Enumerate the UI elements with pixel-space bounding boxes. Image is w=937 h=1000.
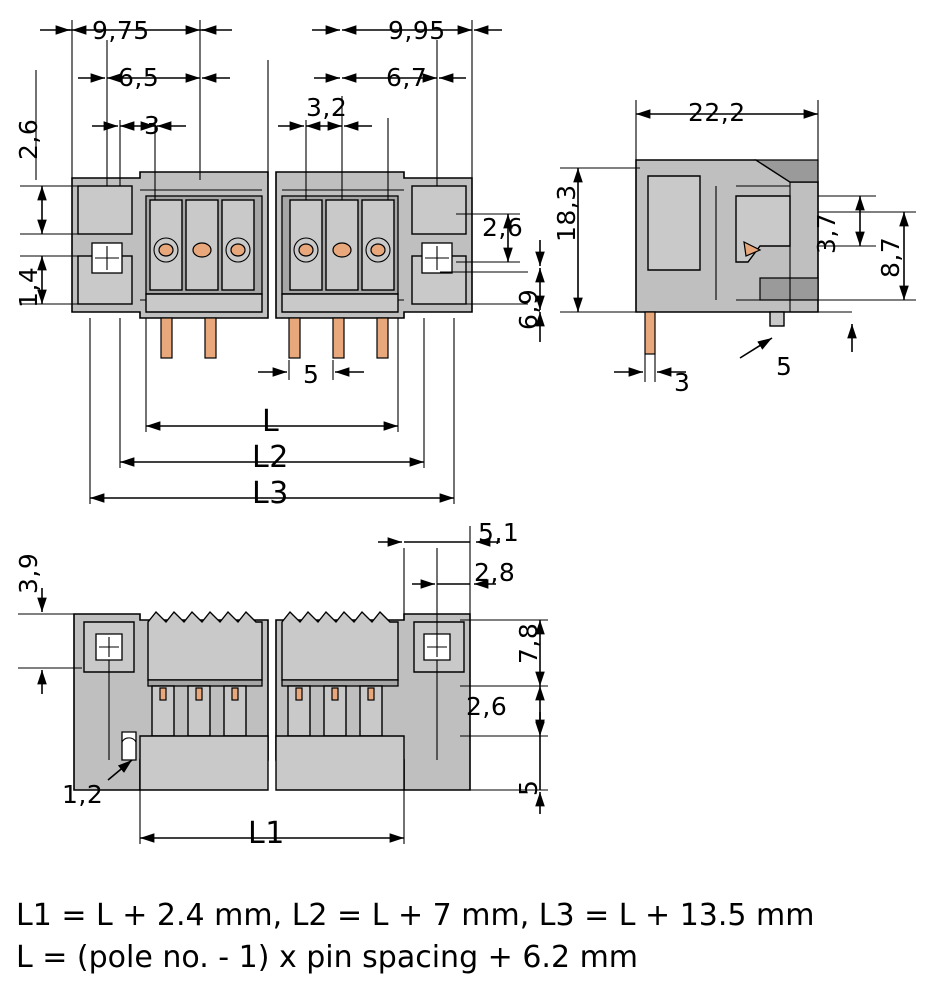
dim-5-front: 5 — [514, 779, 543, 796]
dim-3-9: 3,9 — [14, 552, 43, 594]
dim-L2: L2 — [252, 440, 289, 475]
dim-22-2: 22,2 — [688, 98, 746, 127]
dim-2-6-front: 2,6 — [466, 692, 508, 721]
dim-3-side: 3 — [674, 368, 691, 397]
top-view-geometry — [72, 172, 472, 358]
dim-5-1: 5,1 — [478, 518, 520, 547]
dim-2-6-left: 2,6 — [14, 118, 43, 160]
dim-18-3: 18,3 — [552, 184, 581, 242]
side-view-geometry — [636, 160, 818, 354]
front-view-geometry — [74, 612, 470, 790]
dim-8-7: 8,7 — [876, 236, 905, 278]
dim-5-side: 5 — [776, 352, 793, 381]
dim-1-2: 1,2 — [62, 780, 104, 809]
dim-2-6-right: 2,6 — [482, 213, 524, 242]
dim-9-95: 9,95 — [388, 16, 446, 45]
dim-L1: L1 — [248, 816, 285, 851]
formula-line-1: L1 = L + 2.4 mm, L2 = L + 7 mm, L3 = L + 13.5 mm — [16, 898, 815, 933]
dim-3: 3 — [144, 111, 161, 140]
dim-2-8: 2,8 — [474, 558, 516, 587]
dim-9-75: 9,75 — [92, 16, 150, 45]
dim-3-7: 3,7 — [812, 212, 841, 254]
dim-5-pin-spacing: 5 — [303, 360, 320, 389]
dim-6-5: 6,5 — [118, 63, 160, 92]
dim-1-4: 1,4 — [14, 266, 43, 308]
formula-line-2: L = (pole no. - 1) x pin spacing + 6.2 mm — [16, 940, 639, 975]
dim-6-7: 6,7 — [386, 63, 428, 92]
dim-7-8: 7,8 — [514, 622, 543, 664]
dim-L: L — [262, 404, 280, 439]
dim-3-2: 3,2 — [306, 93, 348, 122]
dim-L3: L3 — [252, 476, 289, 511]
dim-6-9: 6,9 — [514, 288, 543, 330]
